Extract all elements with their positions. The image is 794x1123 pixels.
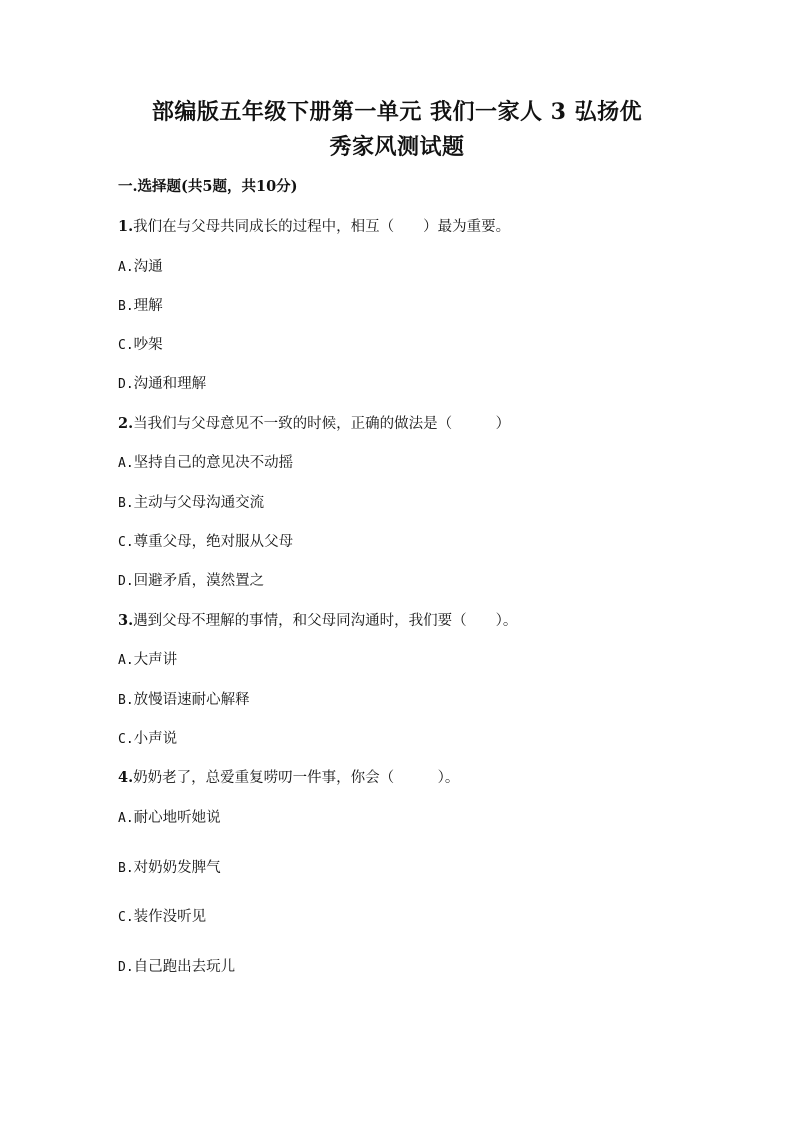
question-number: 1.	[118, 218, 134, 235]
option-text: 尊重父母，绝对服从父母	[133, 534, 294, 550]
option-1-b[interactable]	[118, 295, 163, 318]
option-text: 回避矛盾，漠然置之	[133, 573, 265, 589]
option-4-c[interactable]	[118, 906, 206, 929]
option-text: 大声讲	[133, 652, 178, 668]
question-stem: 我们在与父母共同成长的过程中，相互（	[133, 219, 395, 235]
option-letter: A.	[118, 260, 134, 275]
question-number: 3.	[118, 612, 134, 629]
option-3-b[interactable]	[118, 689, 250, 712]
option-4-b[interactable]	[118, 857, 221, 880]
option-letter: B.	[118, 861, 134, 876]
option-3-c[interactable]	[118, 728, 177, 751]
answer-blank[interactable]	[452, 413, 496, 435]
option-text: 对奶奶发脾气	[133, 860, 221, 876]
question-stem-end: ）最为重要。	[423, 219, 511, 235]
option-letter: A.	[118, 811, 134, 826]
option-letter: C.	[118, 535, 134, 550]
question-stem-end: ）	[495, 416, 511, 432]
option-letter: B.	[118, 496, 134, 511]
option-1-c[interactable]	[118, 334, 163, 357]
question-stem: 奶奶老了，总爱重复唠叨一件事，你会（	[133, 770, 395, 786]
answer-blank[interactable]	[394, 216, 423, 238]
answer-blank[interactable]	[394, 767, 438, 789]
option-letter: B.	[118, 299, 134, 314]
option-letter: D.	[118, 574, 134, 589]
question-stem-end: ）。	[437, 770, 460, 786]
option-text: 沟通和理解	[133, 376, 207, 392]
option-text: 主动与父母沟通交流	[133, 495, 265, 511]
question-stem: 遇到父母不理解的事情，和父母同沟通时，我们要（	[133, 613, 467, 629]
option-3-a[interactable]	[118, 649, 177, 672]
question-3	[118, 610, 517, 632]
question-2	[118, 413, 510, 435]
option-letter: A.	[118, 456, 134, 471]
option-text: 装作没听见	[133, 909, 207, 925]
question-4	[118, 767, 459, 789]
answer-blank[interactable]	[467, 610, 496, 632]
question-1	[118, 216, 510, 238]
option-2-b[interactable]	[118, 492, 264, 515]
option-text: 耐心地听她说	[133, 810, 221, 826]
page-title-line-1: 部编版五年级下册第一单元 我们一家人 3 弘扬优	[151, 99, 643, 125]
option-letter: C.	[118, 910, 134, 925]
option-text: 理解	[133, 298, 163, 314]
option-letter: B.	[118, 693, 134, 708]
option-2-a[interactable]	[118, 452, 293, 475]
section-heading: 一.选择题(共5题，共10分)	[118, 178, 298, 195]
question-number: 4.	[118, 769, 134, 786]
option-letter: D.	[118, 377, 134, 392]
question-stem-end: ）。	[495, 613, 518, 629]
option-4-d[interactable]	[118, 956, 235, 979]
option-text: 自己跑出去玩儿	[133, 959, 236, 975]
option-letter: D.	[118, 960, 134, 975]
option-1-a[interactable]	[118, 256, 163, 279]
question-stem: 当我们与父母意见不一致的时候，正确的做法是（	[133, 416, 453, 432]
option-letter: C.	[118, 732, 134, 747]
option-letter: A.	[118, 653, 134, 668]
option-text: 放慢语速耐心解释	[133, 692, 250, 708]
option-letter: C.	[118, 338, 134, 353]
question-number: 2.	[118, 415, 134, 432]
option-text: 小声说	[133, 731, 178, 747]
option-text: 沟通	[133, 259, 163, 275]
option-4-a[interactable]	[118, 807, 221, 830]
page-title-line-2: 秀家风测试题	[329, 134, 465, 160]
option-text: 坚持自己的意见决不动摇	[133, 455, 294, 471]
option-2-d[interactable]	[118, 570, 264, 593]
option-1-d[interactable]	[118, 373, 206, 396]
option-text: 吵架	[133, 337, 163, 353]
option-2-c[interactable]	[118, 531, 293, 554]
